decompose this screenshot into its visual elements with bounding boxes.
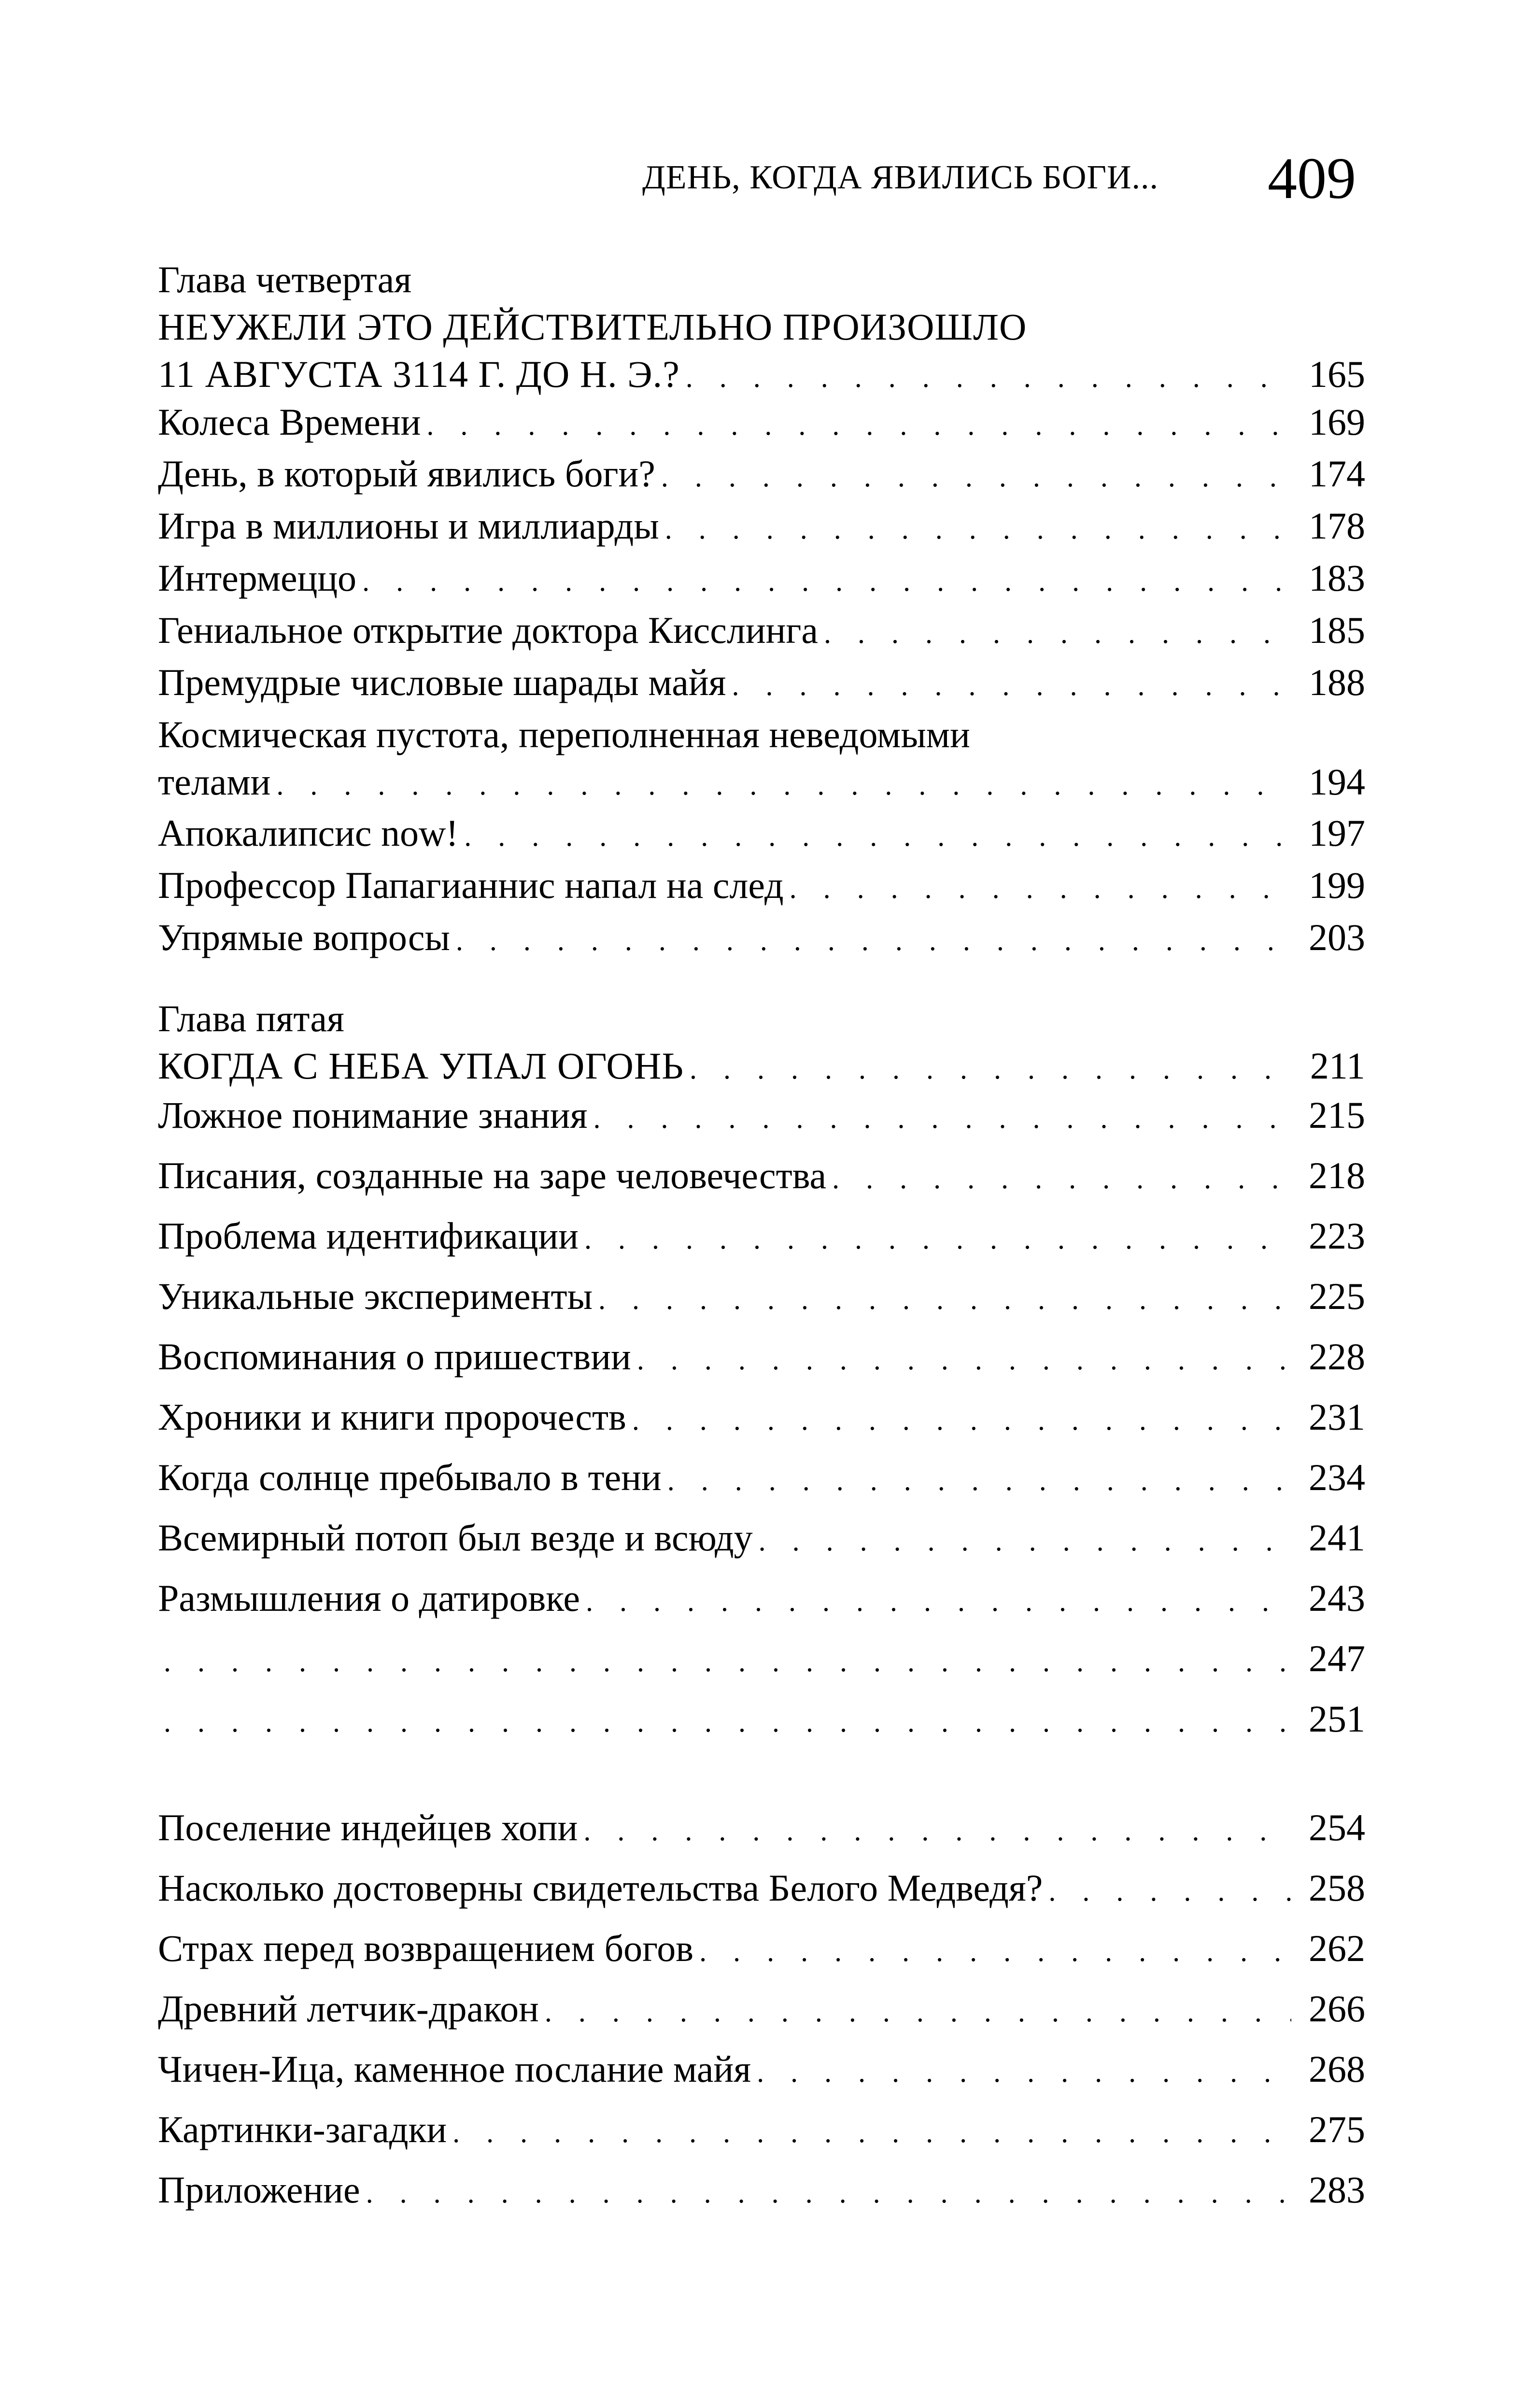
dot-leader	[598, 1276, 1291, 1323]
page-ref: 268	[1309, 2048, 1365, 2090]
chapter-label: Глава четвертая	[158, 258, 412, 300]
page-ref: 283	[1309, 2169, 1365, 2211]
dot-leader	[545, 1988, 1291, 2035]
page-ref: 254	[1309, 1806, 1365, 1848]
chapter-label: Глава пятая	[158, 997, 344, 1039]
dot-leader	[632, 1396, 1291, 1444]
page-ref: 223	[1309, 1215, 1365, 1257]
toc-entry	[158, 914, 1365, 964]
toc-entry	[158, 398, 1365, 449]
entry-title: Уникальные эксперименты	[158, 1275, 593, 1317]
toc-entry	[158, 862, 1365, 912]
entry-title: телами	[158, 761, 271, 803]
toc-entry	[158, 450, 1365, 500]
entry-title: Хроники и книги пророчеств	[158, 1396, 626, 1438]
dot-leader	[699, 1928, 1291, 1975]
page-ref: 262	[1309, 1927, 1365, 1969]
dot-leader	[362, 557, 1291, 605]
entry-title: День, в который явились боги?	[158, 453, 655, 495]
toc-entry	[158, 1273, 1365, 1323]
entry-title: Приложение	[158, 2169, 360, 2211]
page-ref: 241	[1309, 1517, 1365, 1559]
dot-leader	[366, 2169, 1291, 2216]
page-ref: 197	[1309, 812, 1365, 854]
page-ref: 199	[1309, 864, 1365, 906]
toc-entry	[158, 2166, 1365, 2216]
page-ref: 188	[1309, 661, 1365, 703]
dot-leader	[667, 1457, 1291, 1504]
dot-leader	[661, 453, 1291, 500]
toc-entry	[158, 1804, 1365, 1854]
page-ref: 185	[1309, 609, 1365, 651]
page-ref: 215	[1309, 1094, 1365, 1136]
dot-leader	[1048, 1867, 1291, 1915]
toc-entry	[158, 1635, 1365, 1685]
toc-entry	[158, 554, 1365, 605]
toc-entry	[158, 1864, 1365, 1915]
dot-leader	[426, 401, 1291, 449]
page-ref: 258	[1309, 1867, 1365, 1909]
entry-title: Страх перед возвращением богов	[158, 1927, 694, 1969]
page-ref: 178	[1309, 505, 1365, 547]
page-ref: 211	[1310, 1045, 1365, 1087]
entry-title: Проблема идентификации	[158, 1215, 579, 1257]
toc-entry	[158, 1514, 1365, 1564]
entry-title: Колеса Времени	[158, 401, 421, 443]
toc-entry	[158, 2106, 1365, 2156]
running-head: ДЕНЬ, КОГДА ЯВИЛИСЬ БОГИ...	[642, 159, 1159, 196]
entry-title: Гениальное открытие доктора Кисслинга	[158, 609, 818, 651]
dot-leader	[464, 812, 1291, 860]
entry-title: Писания, созданные на заре человечества	[158, 1154, 827, 1196]
dot-leader	[686, 354, 1291, 401]
page-ref: 266	[1309, 1988, 1365, 2030]
dot-leader	[790, 865, 1291, 912]
chapter-4-heading	[158, 256, 1365, 401]
entry-title: Ложное понимание знания	[158, 1094, 588, 1136]
toc-entry	[158, 1454, 1365, 1504]
page-ref: 218	[1309, 1154, 1365, 1196]
entry-title: Всемирный потоп был везде и всюду	[158, 1517, 753, 1559]
entry-title: Воспоминания о пришествии	[158, 1336, 631, 1378]
page-ref: 183	[1309, 557, 1365, 599]
entry-title: Поселение индейцев хопи	[158, 1806, 578, 1848]
page-ref: 165	[1309, 353, 1365, 395]
dot-leader	[276, 761, 1291, 809]
entry-title: Размышления о датировке	[158, 1577, 580, 1619]
page-ref: 174	[1309, 453, 1365, 495]
toc-entry	[158, 1985, 1365, 2035]
entry-title: Космическая пустота, переполненная неведомыми	[158, 713, 970, 755]
chapter-5-heading	[158, 995, 1365, 1093]
toc-entry	[158, 711, 1365, 809]
page-ref: 251	[1309, 1698, 1365, 1740]
page-ref: 225	[1309, 1275, 1365, 1317]
dot-leader	[583, 1807, 1291, 1854]
dot-leader	[832, 1155, 1291, 1202]
page-ref: 203	[1309, 916, 1365, 958]
toc-line	[158, 1042, 1365, 1093]
page-ref: 247	[1309, 1637, 1365, 1679]
toc-entry	[158, 659, 1365, 709]
dot-leader	[665, 505, 1291, 553]
toc-entry	[158, 607, 1365, 657]
entry-title: Картинки-загадки	[158, 2108, 447, 2150]
toc-entry	[158, 1393, 1365, 1444]
toc-entry	[158, 1092, 1365, 1142]
entry-title: Игра в миллионы и миллиарды	[158, 505, 659, 547]
dot-leader	[759, 1517, 1291, 1564]
toc-entry	[158, 2046, 1365, 2096]
dot-leader	[637, 1336, 1291, 1383]
chapter-title: 11 АВГУСТА 3114 Г. ДО Н. Э.?	[158, 353, 680, 395]
page-ref: 231	[1309, 1396, 1365, 1438]
toc-entry	[158, 1925, 1365, 1975]
toc-entry	[158, 1152, 1365, 1202]
toc-entry	[158, 1695, 1365, 1746]
entry-title: Насколько достоверны свидетельства Белого Медведя?	[158, 1867, 1043, 1909]
entry-title: Профессор Папагианнис напал на след	[158, 864, 784, 906]
entry-title: Упрямые вопросы	[158, 916, 450, 958]
dot-leader	[690, 1045, 1291, 1093]
toc-entry	[158, 1212, 1365, 1263]
toc-entry	[158, 502, 1365, 553]
toc-entry	[158, 1575, 1365, 1625]
dot-leader	[164, 1698, 1291, 1746]
page-ref: 228	[1309, 1336, 1365, 1378]
page-ref: 234	[1309, 1456, 1365, 1498]
dot-leader	[732, 662, 1291, 709]
entry-title: Апокалипсис now!	[158, 812, 459, 854]
dot-leader	[593, 1094, 1291, 1142]
toc-entry	[158, 810, 1365, 860]
page-ref: 194	[1309, 761, 1365, 803]
page-ref: 243	[1309, 1577, 1365, 1619]
dot-leader	[164, 1638, 1291, 1685]
chapter-title: КОГДА С НЕБА УПАЛ ОГОНЬ	[158, 1045, 684, 1087]
entry-title: Когда солнце пребывало в тени	[158, 1456, 662, 1498]
entry-title: Древний летчик-дракон	[158, 1988, 539, 2030]
dot-leader	[757, 2048, 1291, 2096]
chapter-title: НЕУЖЕЛИ ЭТО ДЕЙСТВИТЕЛЬНО ПРОИЗОШЛО	[158, 306, 1027, 348]
toc-entry	[158, 1333, 1365, 1383]
toc-line	[158, 351, 1365, 401]
page-ref: 169	[1309, 401, 1365, 443]
page-ref: 275	[1309, 2108, 1365, 2150]
dot-leader	[452, 2109, 1291, 2156]
dot-leader	[824, 610, 1291, 657]
dot-leader	[586, 1577, 1291, 1625]
page-number: 409	[1268, 146, 1356, 211]
dot-leader	[456, 917, 1291, 964]
page-header	[0, 145, 1540, 222]
entry-title: Интермеццо	[158, 557, 357, 599]
dot-leader	[584, 1215, 1291, 1263]
entry-title: Чичен-Ица, каменное послание майя	[158, 2048, 751, 2090]
entry-title: Премудрые числовые шарады майя	[158, 661, 726, 703]
